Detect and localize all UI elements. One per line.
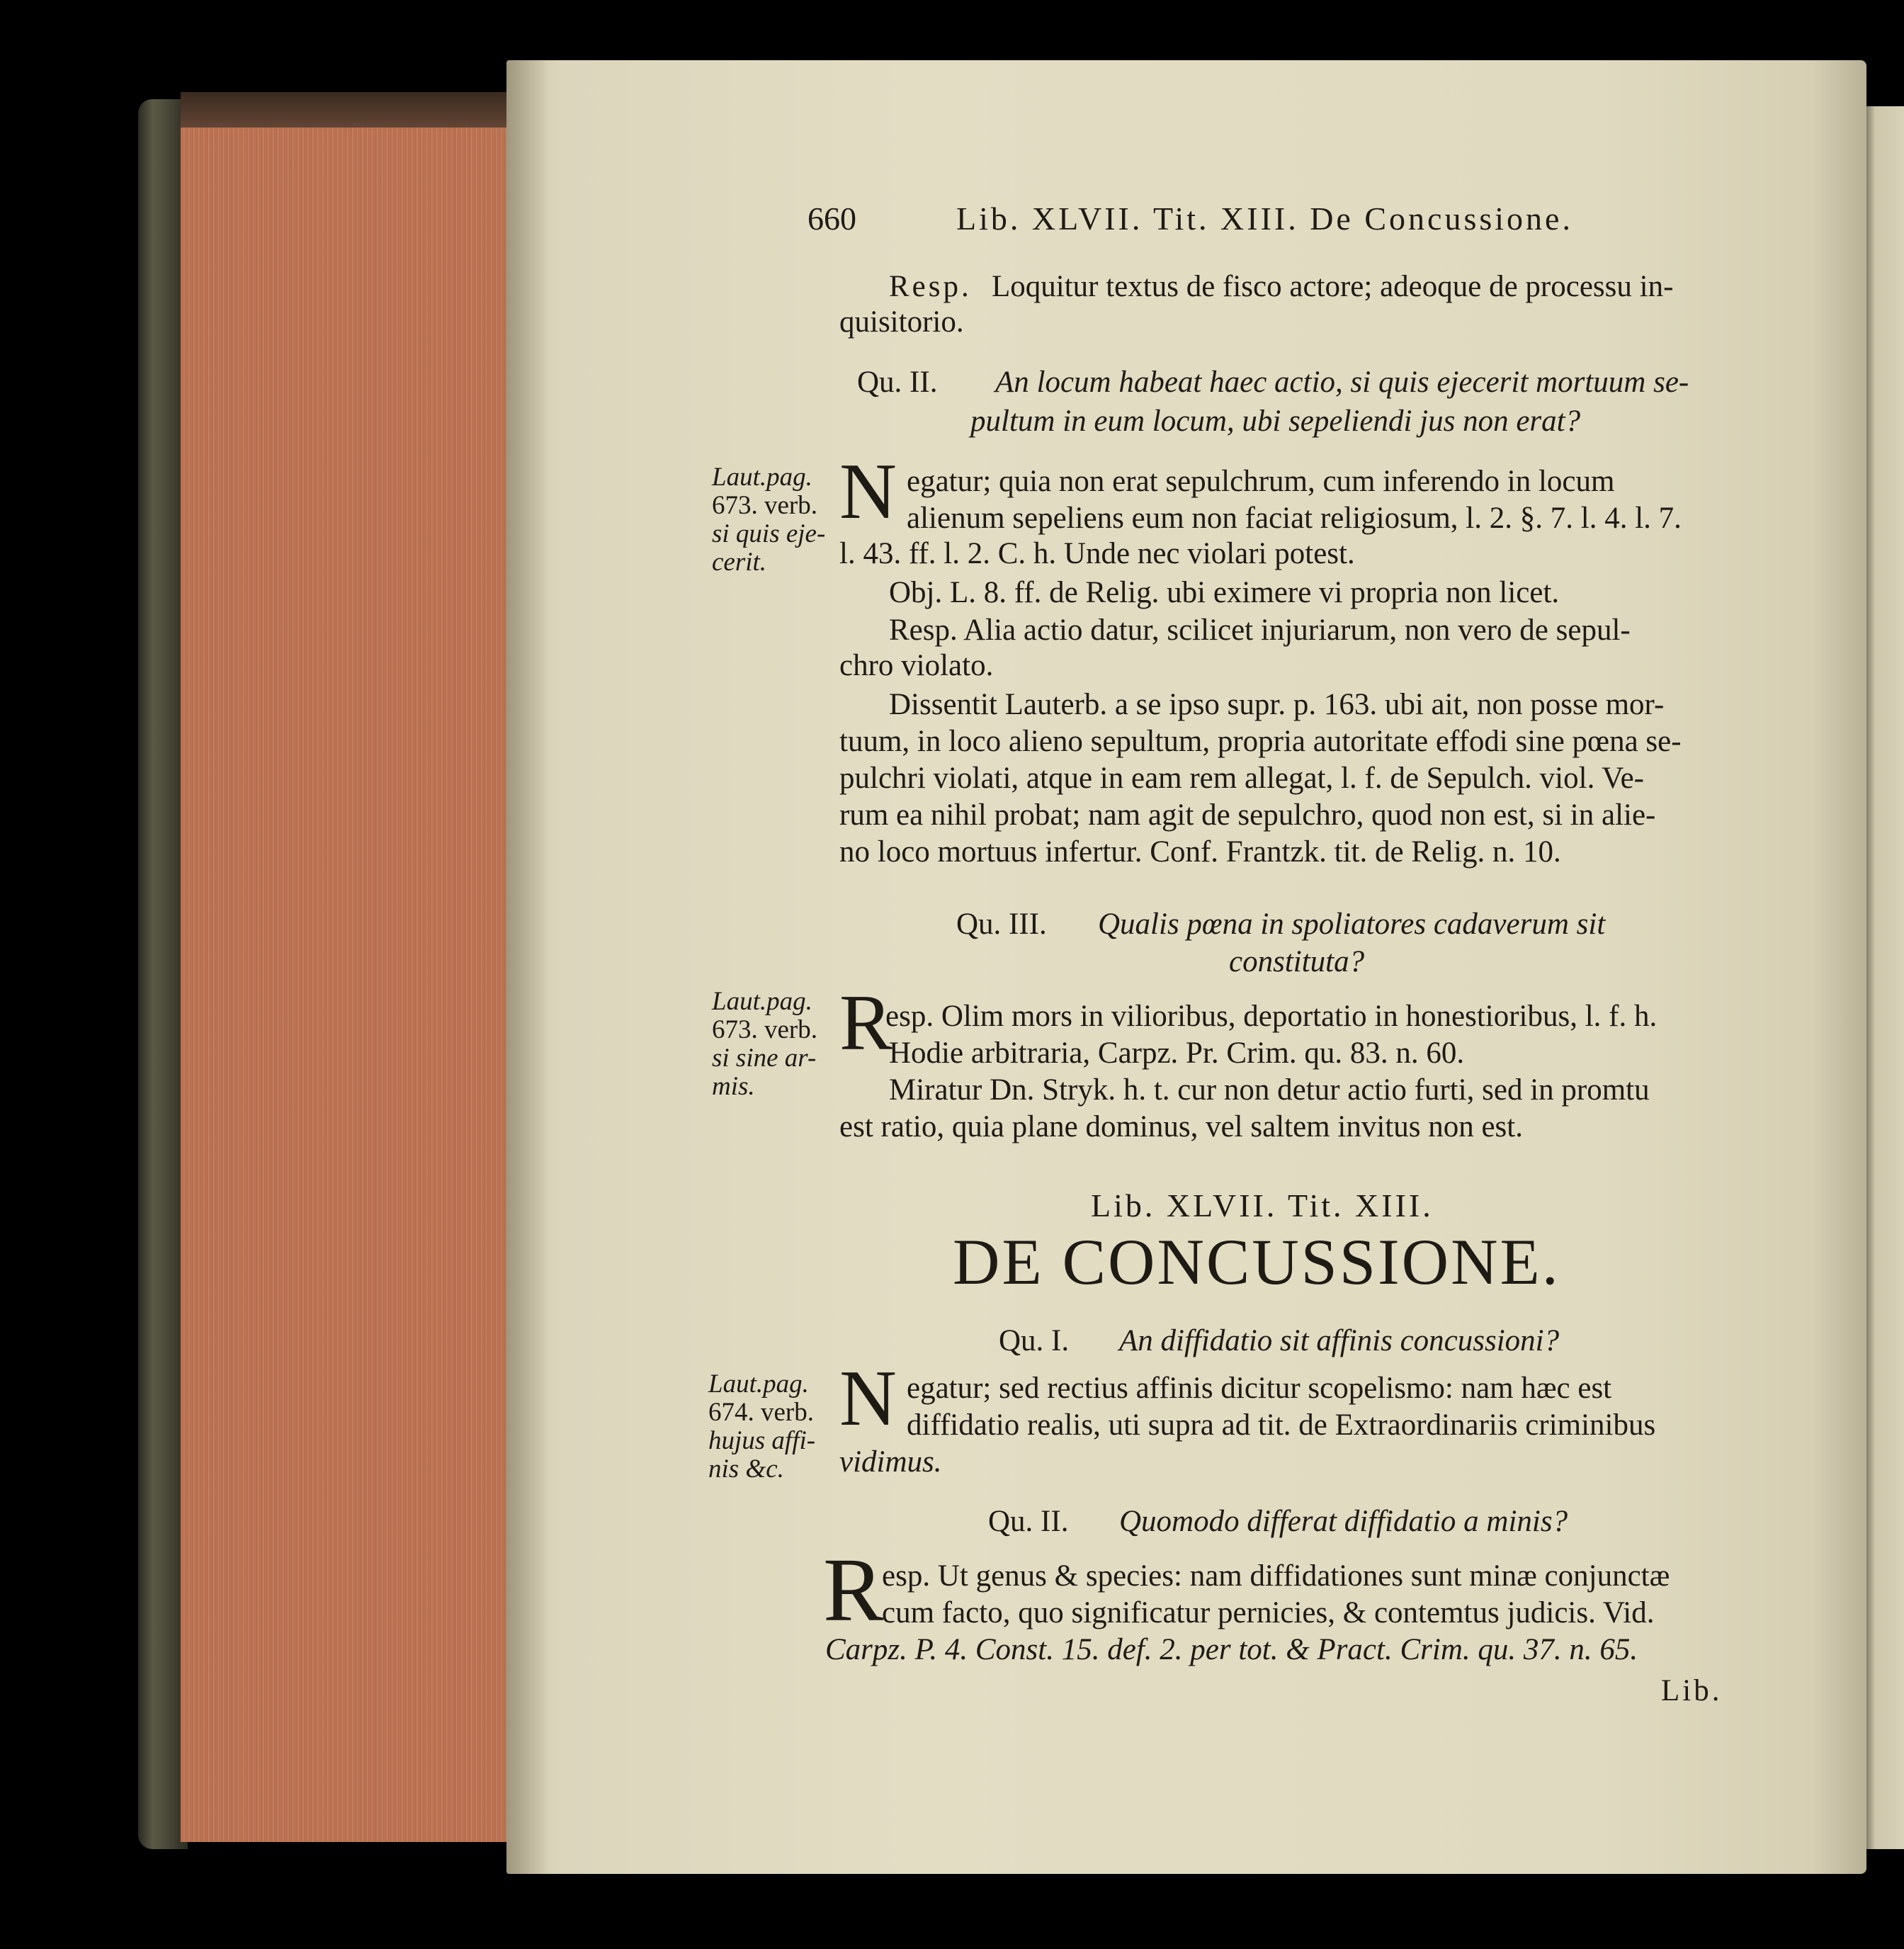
drop-cap: N <box>839 1355 897 1442</box>
text-line: pulchri violati, atque in eam rem allegat, l. f. de Sepulch. viol. Ve- <box>839 762 1644 795</box>
margin-note: cerit. <box>712 548 767 577</box>
question-text: An locum habeat haec actio, si quis ejecerit mortuum se- <box>995 366 1689 399</box>
question-text: pultum in eum locum, ubi sepeliendi jus non erat? <box>970 405 1581 438</box>
text-line: quisitorio. <box>839 305 964 339</box>
chapter-subtitle: Lib. XLVII. Tit. XIII. <box>1091 1187 1434 1224</box>
margin-note: 673. verb. <box>712 491 817 520</box>
question-text: Qualis pœna in spoliatores cadaverum sit <box>1098 908 1606 941</box>
margin-note: si sine ar- <box>712 1044 817 1073</box>
text-line: Hodie arbitraria, Carpz. Pr. Crim. qu. 83. n. 60. <box>889 1036 1465 1070</box>
text-line: Miratur Dn. Stryk. h. t. cur non detur actio furti, sed in promtu <box>889 1073 1650 1107</box>
page-number: 660 <box>808 200 856 237</box>
margin-note: mis. <box>712 1072 755 1101</box>
text-line: vidimus. <box>839 1445 942 1479</box>
question-text: An diffidatio sit affinis concussioni? <box>1119 1324 1560 1357</box>
margin-note: hujus affi- <box>708 1426 816 1455</box>
text-line: alienum sepeliens eum non faciat religiosum, l. 2. §. 7. l. 4. l. 7. <box>907 502 1682 535</box>
text-line: chro violato. <box>839 649 994 682</box>
text-line: Loquitur textus de fisco actore; adeoque de processu in- <box>992 270 1674 303</box>
question-label: Qu. I. <box>999 1324 1070 1357</box>
drop-cap: R <box>839 979 892 1067</box>
text-line: esp. Olim mors in vilioribus, deportatio in honestioribus, l. f. h. <box>885 1000 1658 1033</box>
text-line: tuum, in loco alieno sepultum, propria autoritate effodi sine pœna se- <box>839 725 1682 758</box>
question-label: Qu. II. <box>988 1505 1069 1538</box>
text-line: egatur; sed rectius affinis dicitur scopelismo: nam hæc est <box>907 1372 1612 1405</box>
text-line: no loco mortuus infertur. Conf. Frantzk. tit. de Relig. n. 10. <box>839 835 1561 869</box>
question-label: Qu. III. <box>956 908 1047 941</box>
text-line: rum ea nihil probat; nam agit de sepulchro, quod non est, si in alie- <box>839 798 1656 832</box>
text-line: Dissentit Lauterb. a se ipso supr. p. 163. ubi ait, non posse mor- <box>889 688 1665 721</box>
text-line: Obj. L. 8. ff. de Relig. ubi eximere vi propria non licet. <box>889 576 1560 609</box>
text-line: esp. Ut genus & species: nam diffidationes sunt minæ conjunctæ <box>882 1559 1670 1593</box>
text-line: Resp. Alia actio datur, scilicet injuriarum, non vero de sepul- <box>889 614 1631 647</box>
text-line: egatur; quia non erat sepulchrum, cum inferendo in locum <box>907 465 1615 498</box>
margin-note: Laut.pag. <box>708 1369 809 1399</box>
margin-note: 674. verb. <box>708 1398 814 1427</box>
question-text: constituta? <box>1229 945 1365 978</box>
question-label: Qu. II. <box>857 366 938 399</box>
margin-note: nis &c. <box>708 1454 784 1484</box>
text-line: diffidatio realis, uti supra ad tit. de Extraordinariis criminibus <box>907 1408 1656 1442</box>
running-title: Lib. XLVII. Tit. XIII. De Concussione. <box>956 200 1573 237</box>
margin-note: Laut.pag. <box>712 463 812 492</box>
text-line: est ratio, quia plane dominus, vel saltem invitus non est. <box>839 1110 1523 1143</box>
gutter-shadow <box>506 60 549 1874</box>
text-line: Carpz. P. 4. Const. 15. def. 2. per tot. & Pract. Crim. qu. 37. n. 65. <box>825 1633 1638 1666</box>
resp-label: Resp. <box>889 270 972 303</box>
catchword: Lib. <box>1661 1674 1723 1707</box>
margin-note: Laut.pag. <box>712 987 812 1016</box>
page-edges <box>181 128 514 1842</box>
text-line: l. 43. ff. l. 2. C. h. Unde nec violari potest. <box>839 537 1355 570</box>
margin-note: 673. verb. <box>712 1015 817 1044</box>
drop-cap: N <box>839 448 897 536</box>
margin-note: si quis eje- <box>712 519 826 548</box>
drop-cap: R <box>823 1540 884 1640</box>
question-text: Quomodo differat diffidatio a minis? <box>1119 1505 1568 1538</box>
chapter-title: DE CONCUSSIONE. <box>953 1226 1560 1298</box>
text-line: cum facto, quo significatur pernicies, & contemtus judicis. Vid. <box>882 1596 1655 1629</box>
